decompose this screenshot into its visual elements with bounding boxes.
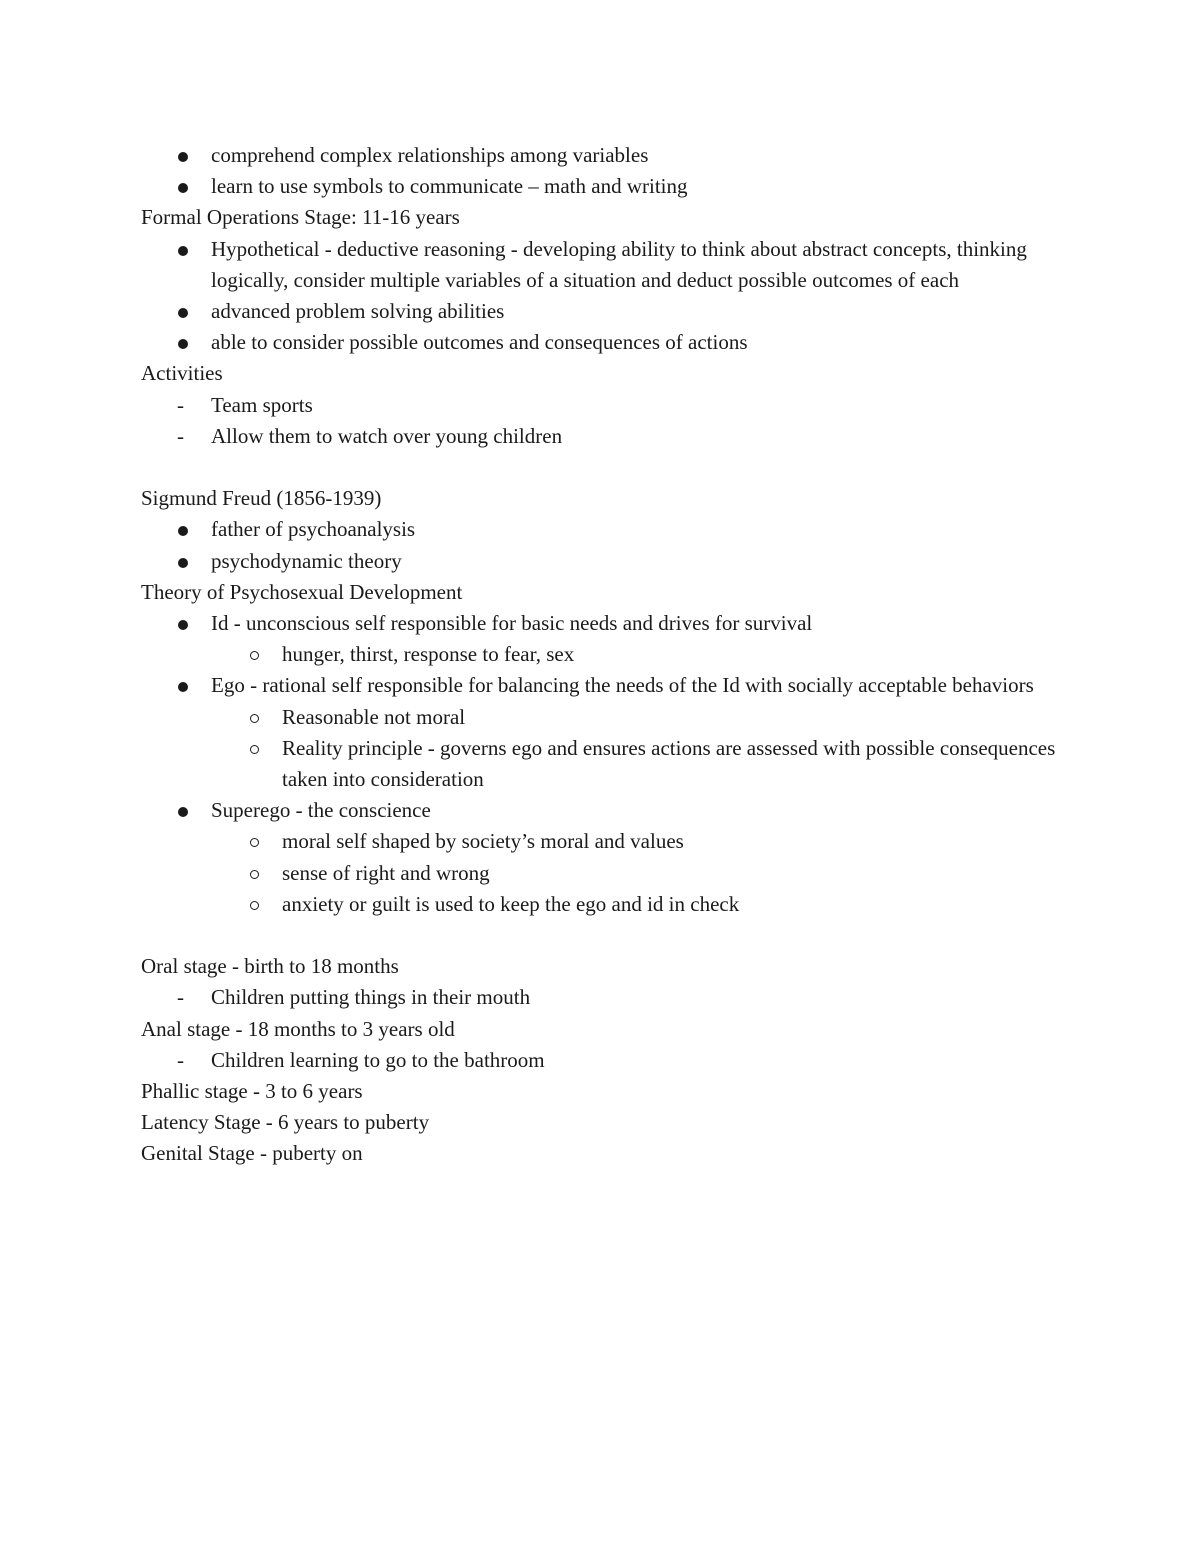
- dash-icon: -: [177, 392, 184, 417]
- bullet-icon: [178, 152, 188, 162]
- spacer: [141, 920, 1061, 951]
- list-item: learn to use symbols to communicate – math and writing: [141, 171, 1061, 202]
- bullet-icon: [178, 183, 188, 193]
- ego-sublist: [141, 702, 1061, 796]
- circle-bullet-icon: [250, 651, 259, 660]
- superego-sublist: [141, 826, 1061, 920]
- sub-list-item: Reality principle - governs ego and ensures actions are assessed with possible consequences taken into consideration: [141, 733, 1061, 795]
- intro-bullet-list: [141, 140, 1061, 202]
- dash-icon: -: [177, 985, 184, 1010]
- anal-stage-list: [141, 1045, 1061, 1076]
- list-item: Hypothetical - deductive reasoning - developing ability to think about abstract concepts, thinking logically, consider multiple variables of a situation and deduct possible outcomes of each: [141, 234, 1061, 296]
- formal-operations-list: [141, 234, 1061, 359]
- list-item: - Allow them to watch over young children: [141, 421, 1061, 452]
- theory-list-ego: [141, 670, 1061, 701]
- list-item: - Children learning to go to the bathroom: [141, 1045, 1061, 1076]
- phallic-stage-heading: Phallic stage - 3 to 6 years: [141, 1079, 363, 1104]
- anal-stage-heading: Anal stage - 18 months to 3 years old: [141, 1016, 455, 1041]
- oral-stage-list: [141, 982, 1061, 1013]
- bullet-icon: [178, 526, 188, 536]
- genital-stage-heading: Genital Stage - puberty on: [141, 1141, 363, 1166]
- sub-list-item: sense of right and wrong: [141, 858, 1061, 889]
- list-item: - Children putting things in their mouth: [141, 982, 1061, 1013]
- bullet-icon: [178, 807, 188, 817]
- spacer: [141, 452, 1061, 483]
- sub-list-item: hunger, thirst, response to fear, sex: [141, 639, 1061, 670]
- list-item-id: Id - unconscious self responsible for basic needs and drives for survival: [141, 608, 1061, 639]
- bullet-icon: [178, 620, 188, 630]
- list-item: able to consider possible outcomes and consequences of actions: [141, 327, 1061, 358]
- dash-icon: -: [177, 1047, 184, 1072]
- circle-bullet-icon: [250, 745, 259, 754]
- bullet-icon: [178, 246, 188, 256]
- list-item-superego: Superego - the conscience: [141, 795, 1061, 826]
- oral-stage-heading: Oral stage - birth to 18 months: [141, 954, 399, 979]
- bullet-icon: [178, 558, 188, 568]
- bullet-icon: [178, 308, 188, 318]
- sub-list-item: Reasonable not moral: [141, 702, 1061, 733]
- sub-list-item: moral self shaped by society’s moral and values: [141, 826, 1061, 857]
- circle-bullet-icon: [250, 838, 259, 847]
- bullet-icon: [178, 339, 188, 349]
- theory-heading: Theory of Psychosexual Development: [141, 579, 463, 604]
- theory-list-superego: [141, 795, 1061, 826]
- theory-list: [141, 608, 1061, 639]
- activities-heading: Activities: [141, 361, 223, 386]
- circle-bullet-icon: [250, 901, 259, 910]
- list-item: father of psychoanalysis: [141, 514, 1061, 545]
- freud-heading: Sigmund Freud (1856-1939): [141, 486, 382, 511]
- id-sublist: [141, 639, 1061, 670]
- circle-bullet-icon: [250, 870, 259, 879]
- latency-stage-heading: Latency Stage - 6 years to puberty: [141, 1110, 430, 1135]
- list-item-ego: Ego - rational self responsible for balancing the needs of the Id with socially acceptable behaviors: [141, 670, 1061, 701]
- formal-operations-heading: Formal Operations Stage: 11-16 years: [141, 205, 460, 230]
- list-item: advanced problem solving abilities: [141, 296, 1061, 327]
- list-item: comprehend complex relationships among variables: [141, 140, 1061, 171]
- list-item: - Team sports: [141, 390, 1061, 421]
- sub-list-item: anxiety or guilt is used to keep the ego and id in check: [141, 889, 1061, 920]
- dash-icon: -: [177, 423, 184, 448]
- list-item: psychodynamic theory: [141, 546, 1061, 577]
- bullet-icon: [178, 682, 188, 692]
- document-page: [141, 140, 1061, 1170]
- circle-bullet-icon: [250, 714, 259, 723]
- freud-list: [141, 514, 1061, 576]
- activities-list: [141, 390, 1061, 452]
